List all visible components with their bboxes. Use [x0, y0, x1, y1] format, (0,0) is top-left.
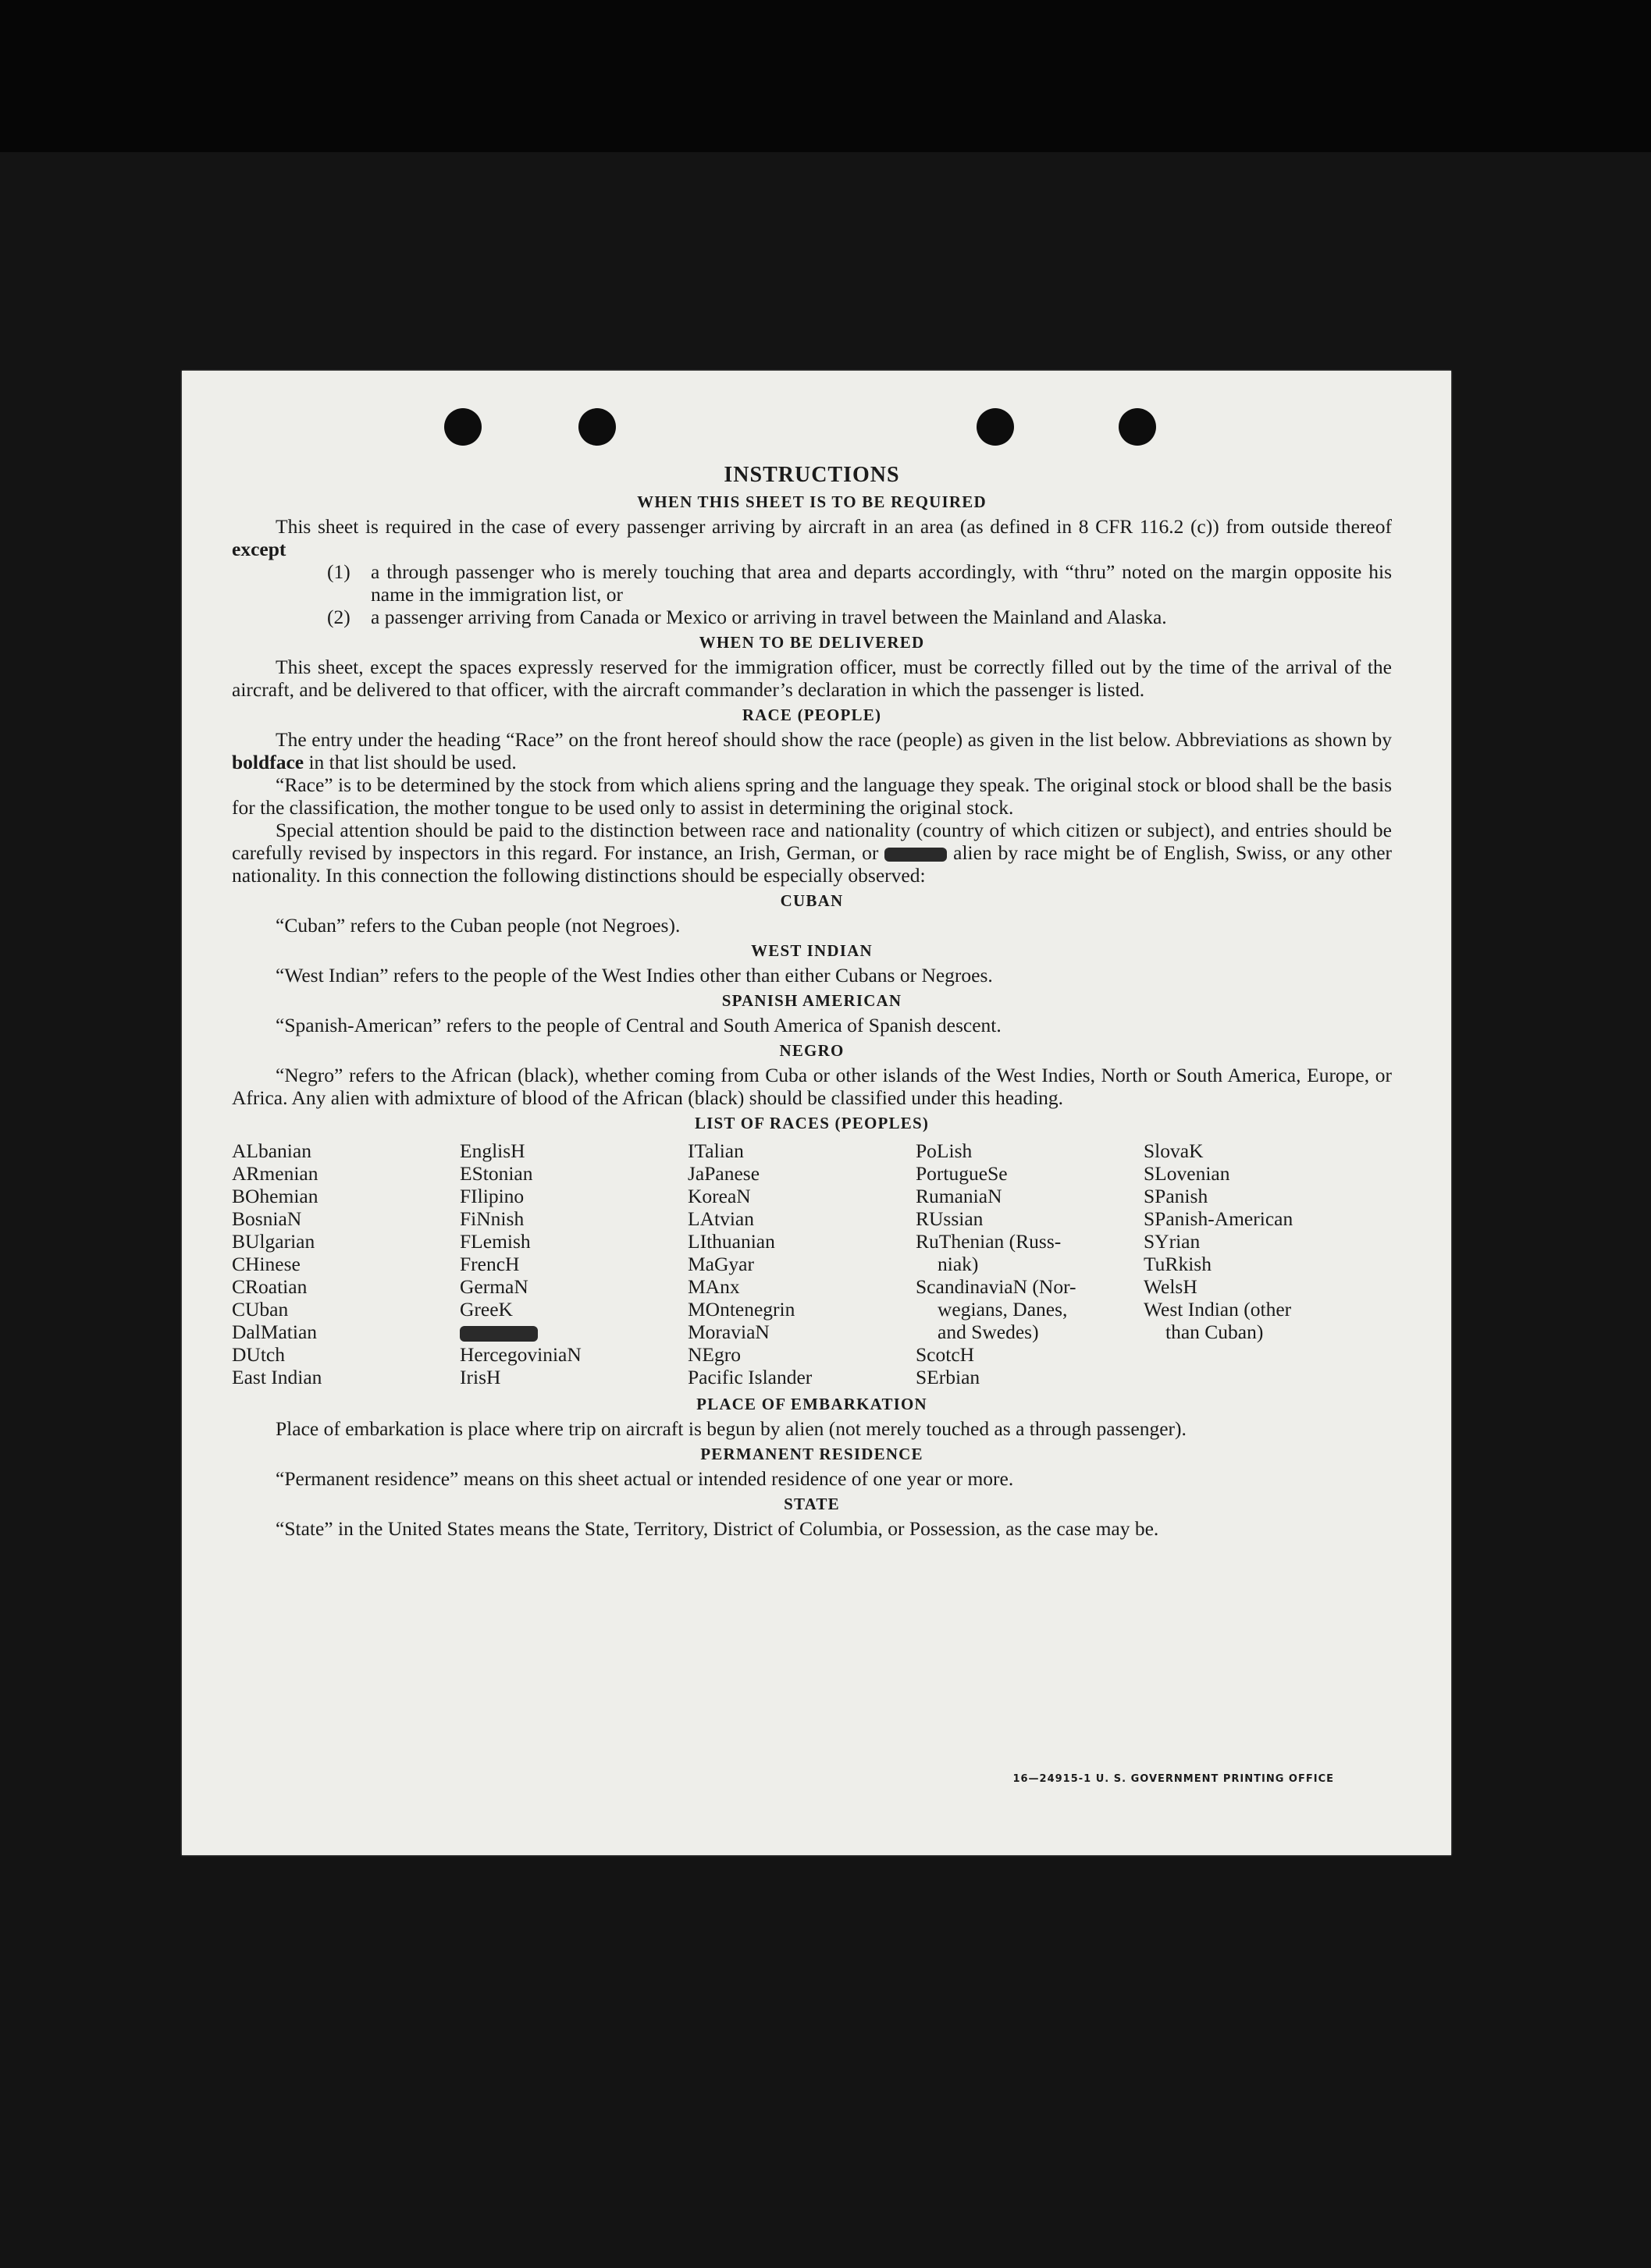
race-entry: KoreaN [688, 1185, 751, 1207]
race-entry: LIthuanian [688, 1230, 775, 1253]
punch-hole [444, 408, 482, 446]
race-entry: LAtvian [688, 1207, 754, 1230]
race-entry: ARmenian [232, 1162, 318, 1185]
race-entry: DUtch [232, 1343, 285, 1366]
heading-embarkation: PLACE OF EMBARKATION [696, 1395, 927, 1413]
race-entry: GermaN [460, 1275, 528, 1298]
race-entry: NEgro [688, 1343, 741, 1366]
punch-hole [977, 408, 1014, 446]
race-entry: TuRkish [1144, 1253, 1212, 1275]
race-entry: PoLish [916, 1139, 973, 1162]
races-column-3 [688, 1139, 916, 1388]
heading-cuban: CUBAN [780, 891, 844, 910]
heading-list-of-races: LIST OF RACES (PEOPLES) [694, 1114, 930, 1132]
race-entry: MAnx [688, 1275, 740, 1298]
race-entry: CUban [232, 1298, 289, 1321]
race-entry: GreeK [460, 1298, 513, 1321]
paragraph-delivered: This sheet, except the spaces expressly reserved for the immigration officer, must be correctly filled out by the time of the arrival of the aircraft, and be delivered to that officer, with the aircraft commander’s declaration in which the passenger is listed. [232, 656, 1392, 701]
race-entry: RuThenian (Russ- [916, 1230, 1062, 1253]
race-entry: RumaniaN [916, 1185, 1002, 1207]
scan-dark-band [0, 0, 1651, 152]
paragraph-race-3: Special attention should be paid to the distinction between race and nationality (country of which citizen or subject), and entries should be carefully revised by inspectors in this regard. For instance, an Irish, German, or alien by race might be of English, Swiss, or any other nationality. In this connection the following distinctions should be especially observed: [232, 819, 1393, 887]
paragraph-residence: “Permanent residence” means on this sheet actual or intended residence of one year or more. [276, 1467, 1014, 1490]
punch-hole [578, 408, 616, 446]
heading-when-required: WHEN THIS SHEET IS TO BE REQUIRED [637, 492, 987, 511]
sheet-content [232, 463, 1392, 1540]
paragraph-race-2: “Race” is to be determined by the stock from which aliens spring and the language they speak. The original stock or blood shall be the basis for the classification, the mother tongue to be used only to assist in determining the original stock. [232, 773, 1392, 819]
race-entry: MOntenegrin [688, 1298, 795, 1321]
race-entry: HercegoviniaN [460, 1343, 582, 1366]
heading-residence: PERMANENT RESIDENCE [700, 1445, 923, 1463]
instruction-sheet [182, 371, 1451, 1855]
race-entry: SLovenian [1144, 1162, 1230, 1185]
race-entry: SPanish-American [1144, 1207, 1293, 1230]
race-entry: DalMatian [232, 1321, 318, 1343]
race-entry: BosniaN [232, 1207, 302, 1230]
races-column-5 [1144, 1139, 1372, 1388]
races-column-1 [232, 1139, 460, 1388]
race-entry: BOhemian [232, 1185, 318, 1207]
race-entry: JaPanese [688, 1162, 760, 1185]
paragraph-cuban: “Cuban” refers to the Cuban people (not Negroes). [276, 914, 681, 937]
race-entry: ITalian [688, 1139, 744, 1162]
race-entry: SPanish [1144, 1185, 1208, 1207]
race-entry: SYrian [1144, 1230, 1201, 1253]
race-entry: CRoatian [232, 1275, 308, 1298]
race-entry: East Indian [232, 1366, 322, 1388]
race-entry: Pacific Islander [688, 1366, 813, 1388]
heading-west-indian: WEST INDIAN [751, 941, 873, 960]
paragraph-required: This sheet is required in the case of every passenger arriving by aircraft in an area (as defined in 8 CFR 116.2 (c)) from outside thereof except [232, 515, 1392, 560]
redaction-mark [460, 1326, 538, 1342]
exception-item: (1) a through passenger who is merely touching that area and departs accordingly, with “thru” noted on the margin opposite his name in the immigration list, or [327, 560, 1392, 606]
heading-when-delivered: WHEN TO BE DELIVERED [699, 633, 925, 652]
heading-state: STATE [784, 1495, 840, 1513]
race-entry: WelsH [1144, 1275, 1197, 1298]
races-table [232, 1139, 1392, 1388]
race-entry: ScotcH [916, 1343, 975, 1366]
race-entry: SlovaK [1144, 1139, 1204, 1162]
heading-race: RACE (PEOPLE) [742, 706, 882, 724]
race-entry: SErbian [916, 1366, 980, 1388]
race-entry: MaGyar [688, 1253, 754, 1275]
redaction-mark [884, 848, 947, 862]
paragraph-embarkation: Place of embarkation is place where trip on aircraft is begun by alien (not merely touched as a through passenger). [276, 1417, 1187, 1440]
paragraph-race-1: The entry under the heading “Race” on the front hereof should show the race (people) as given in the list below. Abbreviations as shown by boldface in that list should be used. [232, 728, 1392, 773]
race-entry: niak) [938, 1253, 979, 1275]
race-entry: PortugueSe [916, 1162, 1008, 1185]
race-entry: IrisH [460, 1366, 501, 1388]
race-entry: FLemish [460, 1230, 531, 1253]
race-entry: FIlipino [460, 1185, 525, 1207]
race-entry: EnglisH [460, 1139, 525, 1162]
race-entry: than Cuban) [1165, 1321, 1264, 1343]
exception-item: (2) a passenger arriving from Canada or Mexico or arriving in travel between the Mainland and Alaska. [327, 606, 1167, 628]
printing-office-footer: 16—24915-1 U. S. GOVERNMENT PRINTING OFFICE [1012, 1773, 1334, 1785]
races-column-2 [460, 1139, 688, 1388]
race-entry: BUlgarian [232, 1230, 315, 1253]
race-entry: FrencH [460, 1253, 520, 1275]
page-title: INSTRUCTIONS [724, 463, 900, 487]
punch-hole [1119, 408, 1156, 446]
paragraph-spanish-american: “Spanish-American” refers to the people of Central and South America of Spanish descent. [276, 1014, 1002, 1036]
races-column-4 [916, 1139, 1144, 1388]
race-entry: West Indian (other [1144, 1298, 1292, 1321]
paragraph-west-indian: “West Indian” refers to the people of the West Indies other than either Cubans or Negroes. [276, 964, 993, 986]
race-entry: ALbanian [232, 1139, 311, 1162]
heading-negro: NEGRO [779, 1041, 845, 1060]
race-entry: RUssian [916, 1207, 984, 1230]
race-entry: CHinese [232, 1253, 301, 1275]
race-entry-redacted [460, 1321, 688, 1343]
race-entry: FiNnish [460, 1207, 525, 1230]
paragraph-negro: “Negro” refers to the African (black), whether coming from Cuba or other islands of the West Indies, North or South America, Europe, or Africa. Any alien with admixture of blood of the African (black) should be classified under this heading. [232, 1064, 1392, 1109]
race-entry: MoraviaN [688, 1321, 770, 1343]
race-entry: EStonian [460, 1162, 533, 1185]
race-entry: and Swedes) [938, 1321, 1039, 1343]
heading-spanish-american: SPANISH AMERICAN [721, 991, 902, 1010]
paragraph-state: “State” in the United States means the State, Territory, District of Columbia, or Possession, as the case may be. [276, 1517, 1159, 1540]
race-entry: ScandinaviaN (Nor- [916, 1275, 1076, 1298]
race-entry: wegians, Danes, [938, 1298, 1068, 1321]
